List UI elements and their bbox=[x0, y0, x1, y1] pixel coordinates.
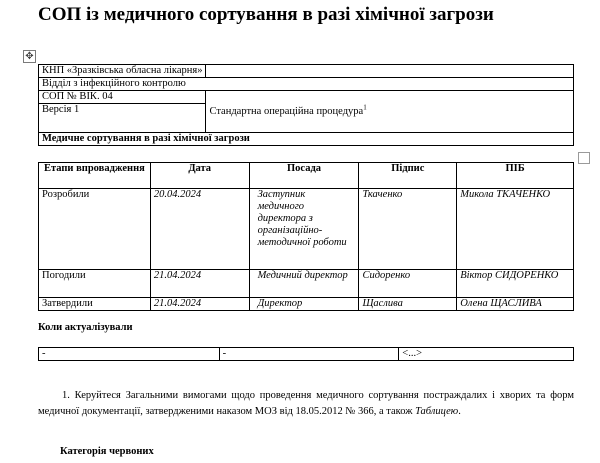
date-cell[interactable]: 20.04.2024 bbox=[150, 189, 249, 270]
version-cell[interactable]: Версія 1 bbox=[39, 104, 206, 133]
date-cell[interactable]: 21.04.2024 bbox=[150, 270, 249, 298]
position-cell[interactable]: Директор bbox=[249, 298, 359, 311]
name-cell[interactable]: Олена ЩАСЛИВА bbox=[457, 298, 574, 311]
date-cell[interactable]: 21.04.2024 bbox=[150, 298, 249, 311]
position-cell[interactable]: Заступник медичного директора з організаційно-методичної роботи bbox=[249, 189, 359, 270]
col-header-stage[interactable]: Етапи впровадження bbox=[39, 163, 151, 189]
sop-header-table bbox=[38, 64, 574, 146]
instruction-paragraph bbox=[38, 388, 574, 420]
org-cell[interactable] bbox=[39, 65, 206, 78]
stage-cell[interactable]: Затвердили bbox=[39, 298, 151, 311]
updates-heading: Коли актуалізували bbox=[38, 322, 133, 333]
col-header-date[interactable]: Дата bbox=[150, 163, 249, 189]
stages-header-row bbox=[39, 163, 574, 189]
col-header-position[interactable]: Посада bbox=[249, 163, 359, 189]
stage-cell[interactable]: Погодили bbox=[39, 270, 151, 298]
procedure-name-cell[interactable]: Медичне сортування в разі хімічної загрози bbox=[39, 133, 574, 146]
table-move-handle-icon[interactable]: ✥ bbox=[23, 50, 36, 63]
sop-number-cell[interactable]: СОП № ВІК. 04 bbox=[39, 91, 206, 104]
update-cell[interactable]: - bbox=[39, 348, 220, 361]
table-row bbox=[39, 189, 574, 270]
footnote-mark[interactable]: 1 bbox=[363, 103, 367, 111]
paragraph-end: . bbox=[458, 406, 461, 417]
position-cell[interactable]: Медичний директор bbox=[249, 270, 359, 298]
signature-cell[interactable]: Сидоренко bbox=[359, 270, 457, 298]
signature-cell[interactable]: Щаслива bbox=[359, 298, 457, 311]
doc-type-cell[interactable] bbox=[206, 91, 574, 133]
update-cell[interactable]: - bbox=[219, 348, 399, 361]
org-empty-cell[interactable] bbox=[206, 65, 574, 78]
update-cell[interactable]: <...> bbox=[399, 348, 574, 361]
table-row bbox=[39, 270, 574, 298]
org-name: КНП «Зразківська обласна лікарня» bbox=[42, 65, 203, 76]
table-resize-handle[interactable] bbox=[578, 152, 590, 164]
name-cell[interactable]: Микола ТКАЧЕНКО bbox=[457, 189, 574, 270]
col-header-signature[interactable]: Підпис bbox=[359, 163, 457, 189]
paragraph-text: 1. Керуйтеся Загальними вимогами щодо проведення медичного сортування постраждалих і хворих та форм медичної документації, затвердженими наказом МОЗ від 18.05.2012 № 366, а також bbox=[38, 390, 574, 417]
name-cell[interactable]: Віктор СИДОРЕНКО bbox=[457, 270, 574, 298]
signature-cell[interactable]: Ткаченко bbox=[359, 189, 457, 270]
table-row bbox=[39, 348, 574, 361]
col-header-name[interactable]: ПІБ bbox=[457, 163, 574, 189]
category-heading: Категорія червоних bbox=[60, 446, 154, 457]
department-cell[interactable]: Відділ з інфекційного контролю bbox=[39, 78, 574, 91]
document-title: СОП із медичного сортування в разі хімічної загрози bbox=[38, 4, 494, 25]
table-reference-link[interactable]: Таблицею bbox=[415, 406, 459, 417]
doc-type-text: Стандартна операційна процедура bbox=[209, 105, 364, 117]
stages-table bbox=[38, 162, 574, 311]
table-row bbox=[39, 298, 574, 311]
stage-cell[interactable]: Розробили bbox=[39, 189, 151, 270]
updates-table bbox=[38, 347, 574, 361]
